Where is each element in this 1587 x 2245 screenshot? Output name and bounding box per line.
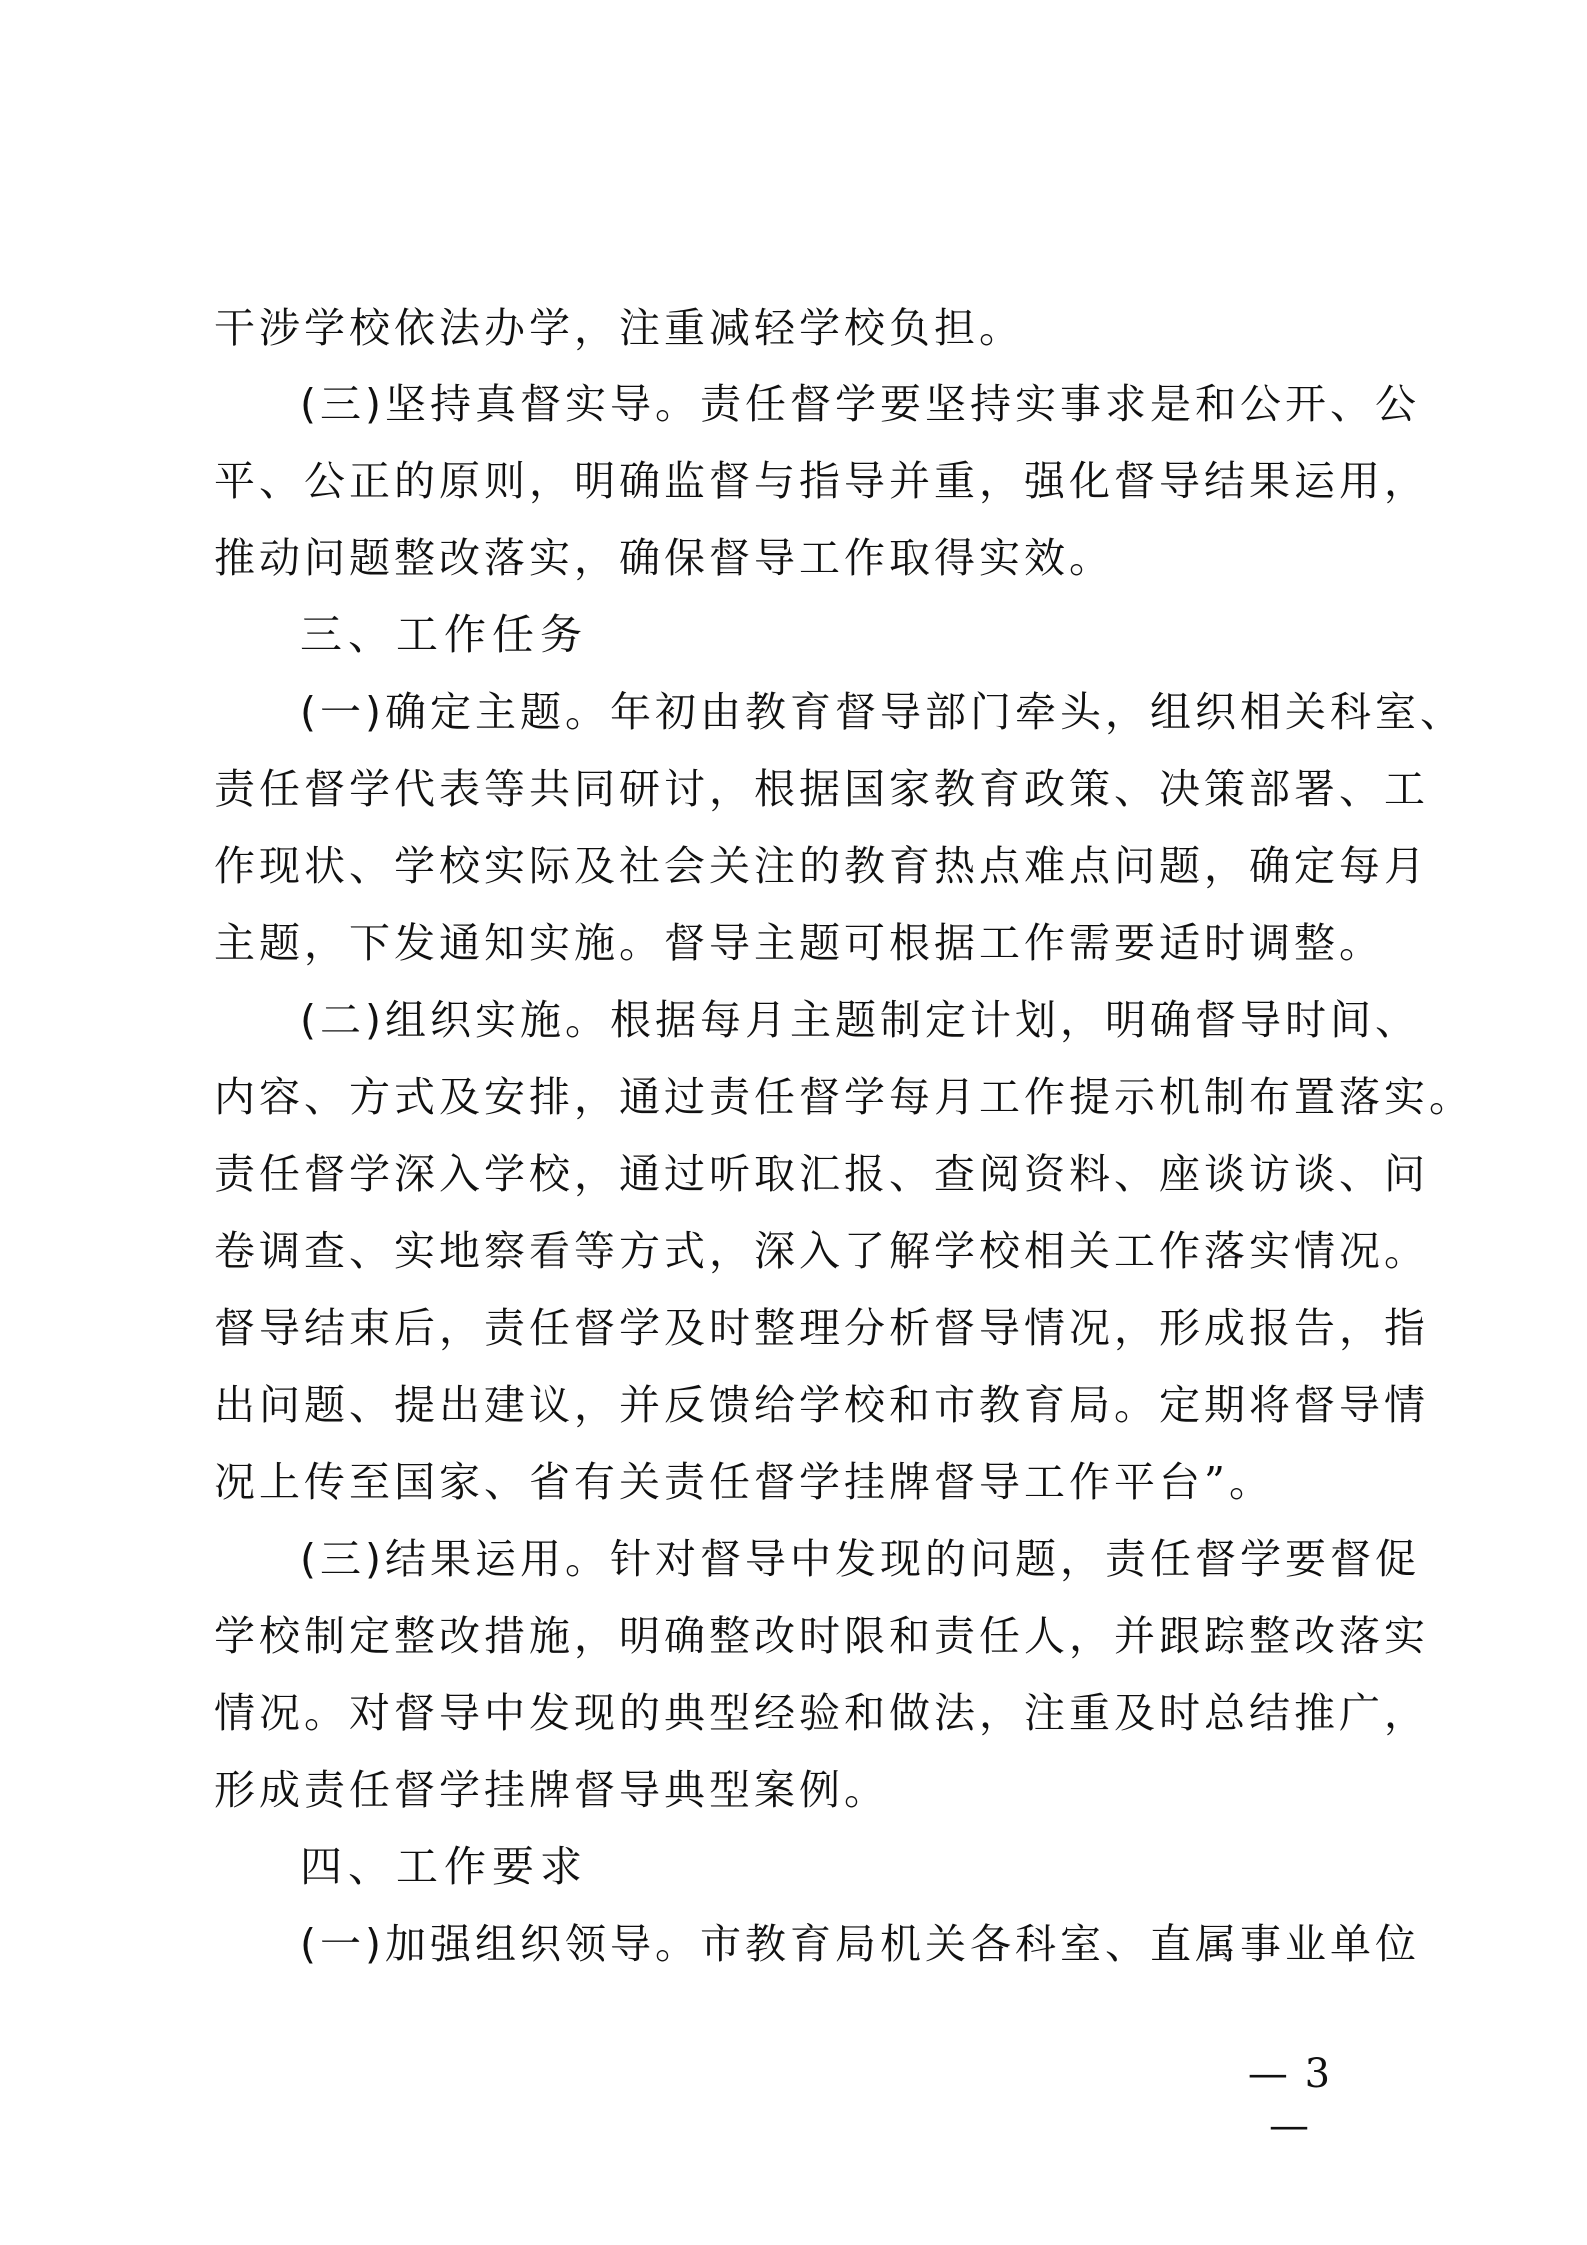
body-line: 作现状、学校实际及社会关注的教育热点难点问题，确定每月	[214, 842, 1429, 890]
body-line: (一)加强组织领导。市教育局机关各科室、直属事业单位	[300, 1920, 1420, 1968]
body-line: 平、公正的原则，明确监督与指导并重，强化督导结果运用，	[214, 457, 1429, 505]
body-line: 出问题、提出建议，并反馈给学校和市教育局。定期将督导情	[214, 1381, 1429, 1429]
section-heading: 四、工作要求	[300, 1842, 589, 1891]
body-line: 卷调查、实地察看等方式，深入了解学校相关工作落实情况。	[214, 1227, 1429, 1275]
body-line: 责任督学深入学校，通过听取汇报、查阅资料、座谈访谈、问	[214, 1150, 1429, 1198]
section-heading: 三、工作任务	[300, 610, 589, 659]
section-lead: 组织实施。	[385, 996, 610, 1044]
body-line: 情况。对督导中发现的典型经验和做法，注重及时总结推广，	[214, 1689, 1429, 1737]
section-lead: 坚持真督实导。	[385, 380, 700, 428]
body-line: (三)结果运用。针对督导中发现的问题，责任督学要督促	[300, 1535, 1420, 1583]
body-line: 学校制定整改措施，明确整改时限和责任人，并跟踪整改落实	[214, 1612, 1429, 1660]
body-line: (二)组织实施。根据每月主题制定计划，明确督导时间、	[300, 996, 1420, 1044]
page-number: — 3 —	[1247, 2051, 1333, 2149]
body-line: 督导结束后，责任督学及时整理分析督导情况，形成报告，指	[214, 1304, 1429, 1352]
section-lead: 结果运用。	[385, 1535, 610, 1583]
section-lead: 确定主题。	[385, 688, 610, 736]
body-line: 干涉学校依法办学，注重减轻学校负担。	[214, 304, 1024, 352]
body-line: 推动问题整改落实，确保督导工作取得实效。	[214, 534, 1114, 582]
body-line: 形成责任督学挂牌督导典型案例。	[214, 1766, 889, 1814]
body-line: 责任督学代表等共同研讨，根据国家教育政策、决策部署、工	[214, 765, 1429, 813]
section-lead: 加强组织领导。	[385, 1920, 700, 1968]
body-line: 内容、方式及安排，通过责任督学每月工作提示机制布置落实。	[214, 1073, 1474, 1121]
body-line: 况上传至国家、省有关责任督学挂牌督导工作平台”。	[214, 1458, 1274, 1506]
body-line: (三)坚持真督实导。责任督学要坚持实事求是和公开、公	[300, 380, 1420, 428]
body-line: 主题，下发通知实施。督导主题可根据工作需要适时调整。	[214, 919, 1384, 967]
body-line: (一)确定主题。年初由教育督导部门牵头，组织相关科室、	[300, 688, 1465, 736]
